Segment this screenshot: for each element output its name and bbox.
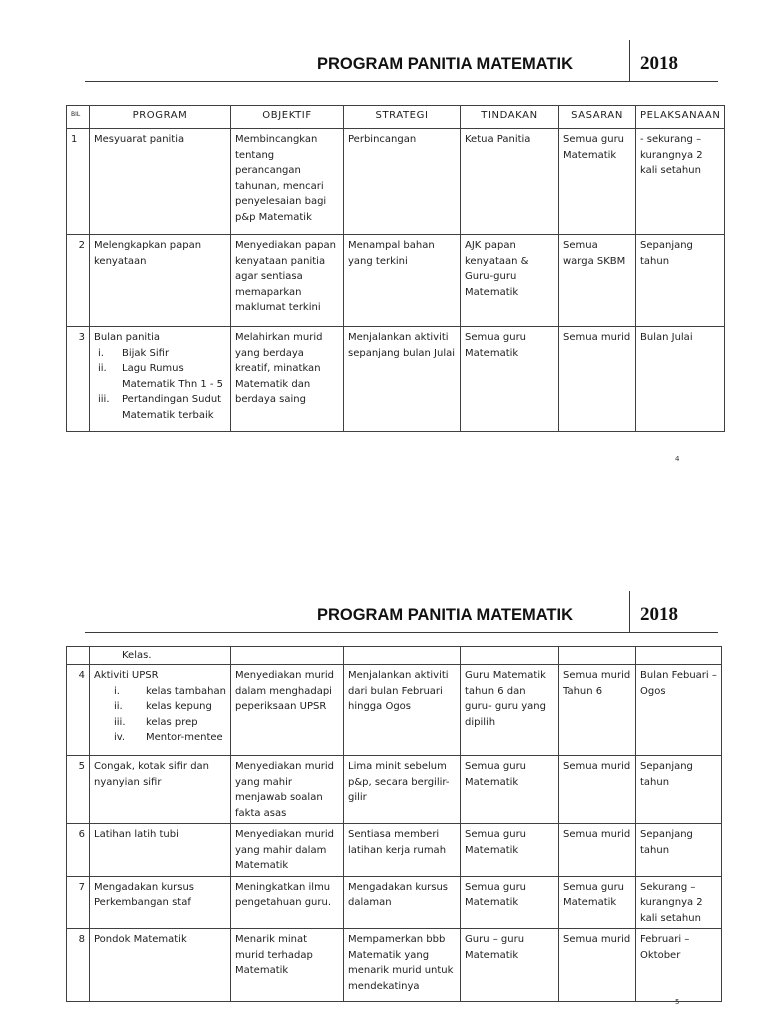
cell-program: Mesyuarat panitia — [90, 129, 231, 235]
cell-tindakan: Semua guru Matematik — [461, 876, 559, 929]
list-item-text: Pertandingan Sudut Matematik terbaik — [122, 394, 222, 421]
header-rule — [85, 81, 718, 82]
cell-program: Pondok Matematik — [90, 929, 231, 1002]
table-row — [67, 129, 725, 235]
col-header-pelaksanaan: PELAKSANAAN — [636, 106, 725, 129]
table-row — [67, 876, 722, 929]
cell-tindakan: Guru Matematik tahun 6 dan guru- guru yang dipilih — [461, 665, 559, 756]
list-item-number: iii. — [114, 716, 126, 728]
table-row — [67, 327, 725, 432]
cell-strategi: Sentiasa memberi latihan kerja rumah — [344, 824, 461, 877]
cell-sasaran — [559, 647, 636, 665]
col-header-bil: BIL — [67, 106, 90, 129]
col-header-program: PROGRAM — [90, 106, 231, 129]
list-item — [94, 346, 226, 362]
page-number: 4 — [675, 455, 680, 463]
cell-bil: 2 — [67, 235, 90, 327]
cell-program: Mengadakan kursus Perkembangan staf — [90, 876, 231, 929]
list-item-number: i. — [98, 347, 104, 359]
list-item-text: Mentor-mentee — [146, 732, 223, 743]
cell-tindakan: AJK papan kenyataan & Guru-guru Matematik — [461, 235, 559, 327]
cell-strategi: Mempamerkan bbb Matematik yang menarik murid untuk mendekatinya — [344, 929, 461, 1002]
cell-objektif: Menyediakan murid yang mahir menjawab soalan fakta asas — [231, 756, 344, 824]
list-item-text: Lagu Rumus Matematik Thn 1 - 5 — [122, 363, 224, 390]
list-item — [94, 715, 226, 731]
page-number: 5 — [675, 998, 680, 1006]
list-item — [94, 684, 226, 700]
list-item — [94, 392, 226, 423]
list-item-number: iii. — [98, 394, 110, 405]
cell-program — [90, 327, 231, 432]
table-row — [67, 235, 725, 327]
page-header — [85, 591, 718, 633]
list-item-number: ii. — [114, 701, 123, 712]
document-title: PROGRAM PANITIA MATEMATIK — [316, 55, 573, 73]
program-label: Bulan panitia — [94, 332, 161, 343]
col-header-objektif: OBJEKTIF — [231, 106, 344, 129]
cell-objektif: Melahirkan murid yang berdaya kreatif, minatkan Matematik dan berdaya saing — [231, 327, 344, 432]
cell-pelaksanaan: Sepanjang tahun — [636, 235, 725, 327]
col-header-sasaran: SASARAN — [559, 106, 636, 129]
cell-pelaksanaan: - sekurang – kurangnya 2 kali setahun — [636, 129, 725, 235]
document-year: 2018 — [640, 604, 678, 625]
cell-strategi: Lima minit sebelum p&p, secara bergilir-gilir — [344, 756, 461, 824]
cell-pelaksanaan: Sekurang – kurangnya 2 kali setahun — [636, 876, 722, 929]
cell-strategi: Menjalankan aktiviti dari bulan Februari hingga Ogos — [344, 665, 461, 756]
cell-bil: 5 — [67, 756, 90, 824]
cell-strategi — [344, 647, 461, 665]
cell-sasaran: Semua murid — [559, 824, 636, 877]
cell-tindakan: Ketua Panitia — [461, 129, 559, 235]
table-row — [67, 647, 722, 665]
header-divider — [629, 40, 630, 82]
document-title: PROGRAM PANITIA MATEMATIK — [316, 606, 573, 624]
list-item-number: iv. — [114, 732, 126, 743]
header-rule — [85, 632, 718, 633]
cell-program: Latihan latih tubi — [90, 824, 231, 877]
cell-bil: 6 — [67, 824, 90, 877]
cell-sasaran: Semua warga SKBM — [559, 235, 636, 327]
cell-tindakan: Semua guru Matematik — [461, 327, 559, 432]
cell-bil: 3 — [67, 327, 90, 432]
list-item-number: i. — [114, 685, 120, 697]
program-sublist — [94, 684, 226, 746]
cell-bil: 8 — [67, 929, 90, 1002]
cell-sasaran: Semua guru Matematik — [559, 876, 636, 929]
cell-objektif: Meningkatkan ilmu pengetahuan guru. — [231, 876, 344, 929]
cell-objektif: Menyediakan murid yang mahir dalam Matematik — [231, 824, 344, 877]
cell-pelaksanaan: Februari – Oktober — [636, 929, 722, 1002]
cell-objektif: Menarik minat murid terhadap Matematik — [231, 929, 344, 1002]
cell-bil: 4 — [67, 665, 90, 756]
cell-strategi: Menjalankan aktiviti sepanjang bulan Julai — [344, 327, 461, 432]
cell-tindakan: Semua guru Matematik — [461, 824, 559, 877]
cell-sasaran: Semua murid — [559, 929, 636, 1002]
cell-program — [90, 647, 231, 665]
cell-tindakan: Semua guru Matematik — [461, 756, 559, 824]
list-item-text: kelas kepung — [146, 701, 212, 712]
list-item — [94, 730, 226, 746]
cell-sasaran: Semua murid — [559, 756, 636, 824]
list-item-text: Bijak Sifir — [122, 347, 170, 359]
list-item-text: kelas tambahan — [146, 685, 226, 697]
program-sublist — [94, 346, 226, 424]
cell-objektif: Membincangkan tentang perancangan tahunan, mencari penyelesaian bagi p&p Matematik — [231, 129, 344, 235]
list-item-number: ii. — [98, 363, 107, 374]
cell-sasaran: Semua guru Matematik — [559, 129, 636, 235]
cell-strategi: Perbincangan — [344, 129, 461, 235]
document-year: 2018 — [640, 53, 678, 74]
table-row — [67, 665, 722, 756]
program-table — [66, 105, 725, 432]
cell-pelaksanaan: Sepanjang tahun — [636, 756, 722, 824]
list-item — [94, 361, 226, 392]
list-item-text: kelas prep — [146, 716, 198, 728]
cell-tindakan — [461, 647, 559, 665]
cell-program: Congak, kotak sifir dan nyanyian sifir — [90, 756, 231, 824]
carry-over-text: Kelas. — [122, 650, 152, 661]
list-item — [94, 699, 226, 715]
table-row — [67, 756, 722, 824]
cell-sasaran: Semua murid — [559, 327, 636, 432]
cell-bil — [67, 647, 90, 665]
program-label: Aktiviti UPSR — [94, 670, 159, 681]
col-header-tindakan: TINDAKAN — [461, 106, 559, 129]
cell-pelaksanaan — [636, 647, 722, 665]
table-row — [67, 824, 722, 877]
cell-tindakan: Guru – guru Matematik — [461, 929, 559, 1002]
cell-objektif — [231, 647, 344, 665]
cell-pelaksanaan: Sepanjang tahun — [636, 824, 722, 877]
cell-objektif: Menyediakan murid dalam menghadapi peperiksaan UPSR — [231, 665, 344, 756]
program-table — [66, 646, 722, 1002]
cell-pelaksanaan: Bulan Julai — [636, 327, 725, 432]
cell-objektif: Menyediakan papan kenyataan panitia agar sentiasa memaparkan maklumat terkini — [231, 235, 344, 327]
cell-sasaran: Semua murid Tahun 6 — [559, 665, 636, 756]
cell-strategi: Mengadakan kursus dalaman — [344, 876, 461, 929]
cell-pelaksanaan: Bulan Febuari – Ogos — [636, 665, 722, 756]
col-header-strategi: STRATEGI — [344, 106, 461, 129]
table-row — [67, 929, 722, 1002]
cell-bil: 7 — [67, 876, 90, 929]
cell-program — [90, 665, 231, 756]
cell-bil: 1 — [67, 129, 90, 235]
table-header-row — [67, 106, 725, 129]
header-divider — [629, 591, 630, 633]
page-header — [85, 40, 718, 82]
cell-strategi: Menampal bahan yang terkini — [344, 235, 461, 327]
cell-program: Melengkapkan papan kenyataan — [90, 235, 231, 327]
